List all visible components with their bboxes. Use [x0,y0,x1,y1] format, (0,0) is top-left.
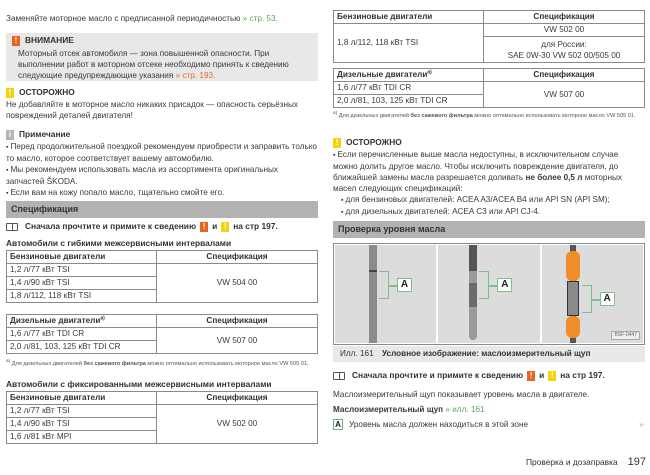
footnote: $^{a)}$ Для дизельных двигателей без сажевого фильтра можно оптимально использовать моторное масло VW 505 01. [6,358,309,367]
dipstick-figure [333,243,645,345]
legend-item: A Уровень масла должен находиться в этой зоне » [333,419,528,430]
note-icon: i [6,130,14,140]
label-a: A [397,278,412,292]
page-number: 197 [627,456,646,468]
label-a: A [600,292,615,306]
column-header: Бензиновые двигатели [7,392,157,405]
table-row: 1,2 л/77 кВт TSI VW 502 00 [7,405,318,418]
figure-code: BSF-0447 [611,331,640,340]
table-row: 1,2 л/77 кВт TSI VW 504 00 [7,264,318,277]
table-row: 1,4 л/90 кВт TSI [7,418,318,431]
book-icon [333,372,345,380]
warning-box [6,33,318,81]
table-row: 1,6 л/81 кВт MPI [7,431,318,444]
table-row: 1,6 л/77 кВт TDI CR VW 507 00 [334,82,645,95]
caution-title: ! ОСТОРОЖНО [333,137,645,149]
fixed-intervals-heading: Автомобили с фиксированными межсервисными интервалами [6,379,272,389]
table-header-row [7,315,318,328]
footnote: $^{a)}$ Для дизельных двигателей без сажевого фильтра можно оптимально использовать моторное масло VW 505 01. [333,110,636,119]
caution-ref-icon[interactable]: ! [221,222,229,232]
column-header: Спецификация [484,11,645,24]
intro-text: Заменяйте моторное масло с предписанной периодичностью » стр. 53. [6,14,278,23]
table-row: 2,0 л/81, 103, 125 кВт TDI CR [334,95,645,108]
spec-value: VW 502 00 [157,405,318,444]
column-header: Бензиновые двигатели [334,11,484,24]
figure-161-link[interactable]: » илл. 161 [445,405,485,414]
fixed-petrol-table-continued [333,10,645,63]
note-item: ▪ Перед продолжительной поездкой рекомендуем приобрести и заправить только то масло, которое соответствует вашему автомобилю. [6,141,318,164]
fixed-diesel-table [333,68,645,108]
table-row: 1,8 л/112, 118 кВт TSI VW 502 00 [334,24,645,37]
fixed-petrol-table [6,391,318,444]
table-header-row [334,11,645,24]
caution-sub-item: ▪ для бензиновых двигателей: ACEA A3/ACEA B4 или API SN (API SM); [333,194,645,206]
note-list [6,141,318,199]
dipstick-orange-bottom [566,316,580,338]
caution-item: ▪ Если перечисленные выше масла недоступны, в исключительном случае можно долить другое масло. Чтобы исключить повреждение двигателя, до ближайшей замены масла разрешается доливать не более 0,5 л моторных масел следующих спецификаций: [333,149,645,194]
spec-value: VW 502 00 [484,24,645,37]
dipstick-panel-2 [438,245,539,343]
table-header-row [7,392,318,405]
warning-ref-icon[interactable]: ! [527,371,535,381]
spec-value: VW 507 00 [484,82,645,108]
legend-key: A [333,419,343,430]
page-193-link[interactable]: » стр. 193. [175,71,216,80]
description: Маслоизмерительный щуп показывает уровень масла в двигателе. [333,390,590,399]
note-box [6,129,318,199]
table-header-row [7,251,318,264]
figure-caption: Илл. 161 Условное изображение: маслоизмерительный щуп [333,346,645,362]
book-icon [6,223,18,231]
dipstick-panel-3 [542,245,643,343]
spec-value: VW 507 00 [157,328,318,354]
page-53-link[interactable]: » стр. 53. [242,14,278,23]
table-header-row [334,69,645,82]
dipstick-gauge-zone [567,281,579,316]
label-a: A [497,278,512,292]
column-header: Спецификация [157,392,318,405]
column-header: Бензиновые двигатели [7,251,157,264]
column-header: Дизельные двигатели$^{a)}$ [334,69,484,82]
caution-sub-item: ▪ для дизельных двигателей: ACEA C3 или API CJ-4. [333,206,645,218]
caution-title: ! ОСТОРОЖНО [6,87,318,99]
read-first-notice: Сначала прочтите и примите к сведению ! и ! на стр 197. [333,370,605,381]
warning-ref-icon[interactable]: ! [200,222,208,232]
dipstick-heading: Маслоизмерительный щуп » илл. 161 [333,405,485,414]
table-row: 1,6 л/77 кВт TDI CR VW 507 00 [7,328,318,341]
flexible-petrol-table [6,250,318,303]
spec-value-russia: для России: SAE 0W-30 VW 502 00/505 00 [484,37,645,63]
note-item: ▪ Мы рекомендуем использовать масла из ассортимента оригинальных запчастей ŠKODA. [6,164,318,187]
oil-level-section-header: Проверка уровня масла [333,221,645,238]
caution-ref-icon[interactable]: ! [548,371,556,381]
read-first-notice: Сначала прочтите и примите к сведению ! и ! на стр 197. [6,221,278,232]
flexible-intervals-heading: Автомобили с гибкими межсервисными интервалами [6,238,232,248]
caution-list [333,149,645,218]
spec-value: VW 504 00 [157,264,318,303]
caution-box [6,87,318,121]
table-row: 2,0 л/81, 103, 125 кВт TDI CR [7,341,318,354]
table-row: 1,8 л/112, 118 кВт TSI [7,290,318,303]
flexible-diesel-table [6,314,318,354]
page-footer [526,455,646,470]
footer-section: Проверка и дозаправка [526,457,618,467]
caution-body: Не добавляйте в моторное масло никаких присадок — опасность серьёзных повреждений деталей двигателя! [6,100,298,120]
note-item: ▪ Если вам на кожу попало масло, тщательно смойте его. [6,187,318,199]
caution-icon: ! [6,88,14,98]
column-header: Спецификация [157,315,318,328]
warning-title: ! ВНИМАНИЕ [12,35,312,47]
column-header: Спецификация [484,69,645,82]
column-header: Спецификация [157,251,318,264]
continue-arrow-icon: » [639,420,644,429]
caution-icon: ! [333,138,341,148]
caution-box-right [333,137,645,218]
warning-body: Моторный отсек автомобиля — зона повышенной опасности. При выполнении работ в моторном отсеке необходимо принять к сведению следующие предупреждающие указания » стр. 193. [18,49,289,80]
exclamation-icon: ! [12,36,20,46]
table-row: 1,4 л/90 кВт TSI [7,277,318,290]
column-header: Дизельные двигатели$^{a)}$ [7,315,157,328]
note-title: i Примечание [6,129,318,141]
dipstick-orange-top [566,251,580,281]
dipstick [369,245,377,343]
specification-section-header: Спецификация [6,201,318,218]
dipstick-panel-1 [335,245,436,343]
